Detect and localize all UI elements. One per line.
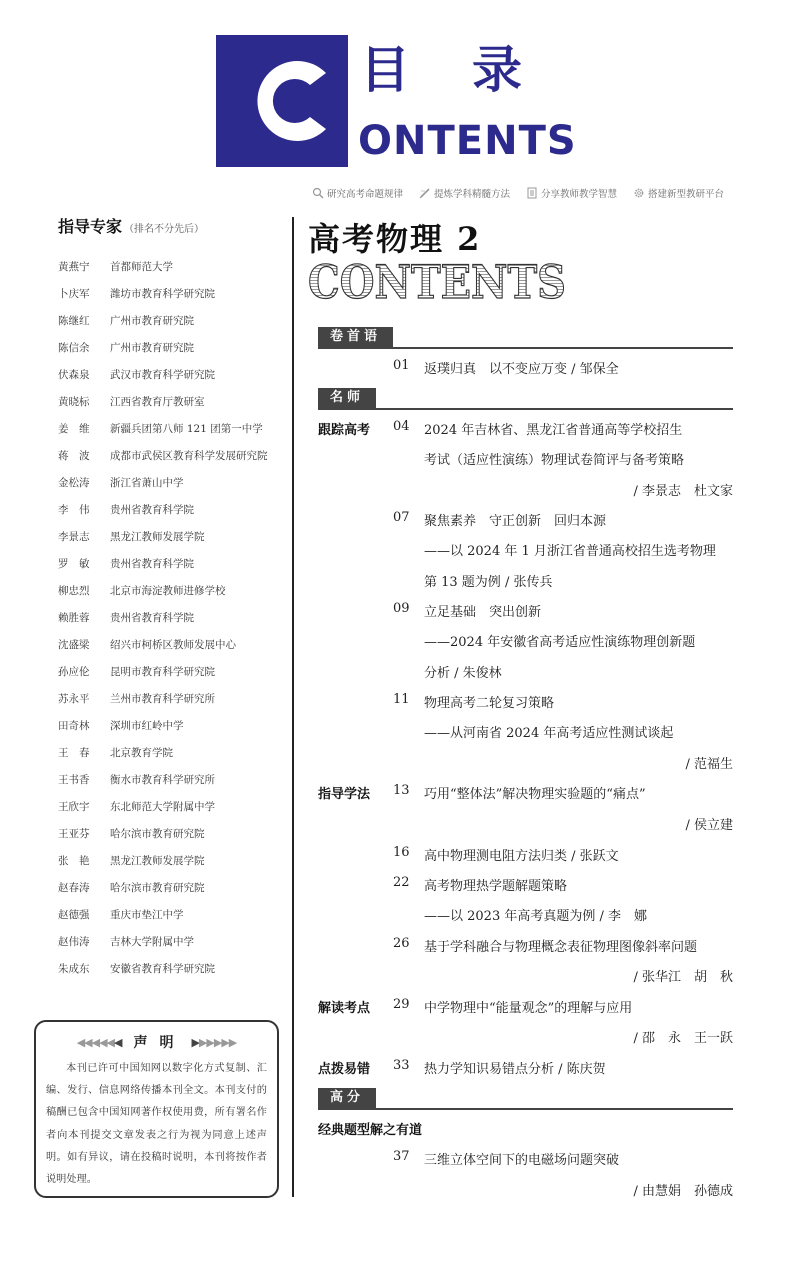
expert-row (58, 550, 298, 577)
expert-org: 哈尔滨市教育研究院 (110, 828, 205, 840)
contents-outline-heading (308, 255, 568, 309)
expert-name: 柳忠烈 (58, 585, 90, 597)
toc-entry-title[interactable]: 立足基础 突出创新 (424, 605, 542, 620)
expert-name: 卜庆军 (58, 288, 90, 300)
expert-row (58, 577, 298, 604)
toc-entry-author: / 张华江 胡 秋 (633, 970, 733, 985)
toc-entry-author: / 李景志 杜文家 (633, 484, 733, 499)
expert-name: 王欣宇 (58, 801, 90, 813)
expert-name: 李 伟 (58, 504, 90, 516)
expert-row (58, 874, 298, 901)
expert-name: 伏森泉 (58, 369, 90, 381)
expert-row (58, 334, 298, 361)
toc-entry-title[interactable]: 物理高考二轮复习策略 (424, 696, 555, 711)
expert-row (58, 253, 298, 280)
expert-name: 黄晓标 (58, 396, 90, 408)
expert-name: 赵伟涛 (58, 936, 90, 948)
page-number: 26 (393, 936, 410, 951)
expert-row (58, 928, 298, 955)
expert-org: 贵州省教育科学院 (110, 504, 194, 516)
expert-org: 黑龙江教师发展学院 (110, 855, 205, 867)
expert-row (58, 361, 298, 388)
expert-org: 成都市武侯区教育科学发展研究院 (110, 450, 268, 462)
column-label: 指导学法 (318, 787, 371, 802)
page-number: 37 (393, 1149, 410, 1164)
toc-entry-title[interactable]: 中学物理中“能量观念”的理解与应用 (424, 1001, 633, 1016)
slogan-item (526, 186, 617, 200)
expert-org: 北京教育学院 (110, 747, 173, 759)
slogan-item (419, 186, 510, 200)
expert-row (58, 496, 298, 523)
expert-org: 广州市教育研究院 (110, 342, 194, 354)
expert-name: 金松涛 (58, 477, 90, 489)
toc-entry-subtitle[interactable]: 第 13 题为例 / 张传兵 (424, 575, 553, 590)
column-label: 解读考点 (318, 1001, 371, 1016)
right-arrows-icon: ▶▶▶▶▶▶ (191, 1035, 237, 1049)
expert-org: 黑龙江教师发展学院 (110, 531, 205, 543)
expert-row (58, 820, 298, 847)
expert-org: 昆明市教育科学研究院 (110, 666, 215, 678)
expert-org: 重庆市垫江中学 (110, 909, 184, 921)
expert-row (58, 631, 298, 658)
expert-org: 东北师范大学附属中学 (110, 801, 215, 813)
slogan-item (312, 186, 403, 200)
toc-entry-title[interactable]: 巧用“整体法”解决物理实验题的“痛点” (424, 787, 646, 802)
expert-name: 赖胜蓉 (58, 612, 90, 624)
toc-entry-subtitle[interactable]: ——2024 年安徽省高考适应性演练物理创新题 (424, 635, 696, 650)
expert-row (58, 280, 298, 307)
toc-entry-title[interactable]: 三维立体空间下的电磁场问题突破 (424, 1153, 620, 1168)
toc-entry-title[interactable]: 返璞归真 以不变应万变 / 邹保全 (424, 362, 619, 377)
expert-row (58, 415, 298, 442)
expert-row (58, 469, 298, 496)
expert-org: 潍坊市教育科学研究院 (110, 288, 215, 300)
expert-row (58, 739, 298, 766)
expert-org: 武汉市教育科学研究院 (110, 369, 215, 381)
expert-org: 深圳市红岭中学 (110, 720, 184, 732)
expert-name: 王亚芬 (58, 828, 90, 840)
expert-org: 首都师范大学 (110, 261, 173, 273)
expert-org: 绍兴市柯桥区教师发展中心 (110, 639, 236, 651)
pen-icon (419, 187, 431, 199)
contents-heading: ONTENTS (358, 118, 577, 164)
toc-entry-subtitle[interactable]: ——以 2024 年 1 月浙江省普通高校招生选考物理 (424, 544, 716, 559)
toc-entry-title[interactable]: 高考物理热学题解题策略 (424, 879, 568, 894)
expert-org: 广州市教育研究院 (110, 315, 194, 327)
toc-entry-title[interactable]: 高中物理测电阻方法归类 / 张跃文 (424, 849, 619, 864)
page-number: 07 (393, 510, 410, 525)
expert-name: 罗 敏 (58, 558, 90, 570)
section-label: 卷首语 (318, 327, 393, 347)
toc-entry-author: / 范福生 (685, 757, 733, 772)
toc-entry-author: / 邵 永 王一跃 (633, 1031, 733, 1046)
logo-c-letter (238, 51, 338, 151)
expert-row (58, 307, 298, 334)
experts-note: （排名不分先后） (124, 224, 205, 235)
notice-header (46, 1032, 267, 1052)
toc-entry-title[interactable]: 考试（适应性演练）物理试卷简评与备考策略 (424, 453, 685, 468)
expert-org: 北京市海淀教师进修学校 (110, 585, 226, 597)
expert-row (58, 901, 298, 928)
expert-org: 哈尔滨市教育研究院 (110, 882, 205, 894)
experts-title (58, 214, 204, 237)
section-label: 高分 (318, 1088, 376, 1108)
expert-row (58, 388, 298, 415)
slogan-text: 搭建新型教研平台 (648, 189, 725, 200)
page-number: 01 (393, 358, 410, 373)
page-number: 33 (393, 1058, 410, 1073)
expert-row (58, 604, 298, 631)
slogan-bar (312, 186, 724, 200)
expert-org: 吉林大学附属中学 (110, 936, 194, 948)
expert-name: 王书香 (58, 774, 90, 786)
experts-title-text: 指导专家 (58, 217, 123, 236)
expert-name: 赵春涛 (58, 882, 90, 894)
expert-row (58, 658, 298, 685)
toc-entry-subtitle[interactable]: 分析 / 朱俊林 (424, 666, 502, 681)
expert-org: 兰州市教育科学研究所 (110, 693, 215, 705)
expert-name: 蒋 波 (58, 450, 90, 462)
column-divider (292, 217, 294, 1197)
expert-name: 陈继红 (58, 315, 90, 327)
slogan-item (633, 186, 724, 200)
column-label: 点拨易错 (318, 1062, 371, 1077)
slogan-text: 提炼学科精髓方法 (434, 189, 511, 200)
toc-entry-title[interactable]: 热力学知识易错点分析 / 陈庆贺 (424, 1062, 606, 1077)
expert-row (58, 523, 298, 550)
slogan-text: 研究高考命题规律 (327, 189, 404, 200)
expert-row (58, 847, 298, 874)
expert-name: 田奇林 (58, 720, 90, 732)
expert-name: 姜 维 (58, 423, 90, 435)
expert-row (58, 442, 298, 469)
toc-entry-title[interactable]: 基于学科融合与物理概念表征物理图像斜率问题 (424, 940, 698, 955)
expert-org: 衡水市教育科学研究所 (110, 774, 215, 786)
page-number: 04 (393, 419, 410, 434)
expert-name: 朱成东 (58, 963, 90, 975)
magnifier-icon (312, 187, 324, 199)
page-number: 22 (393, 875, 410, 890)
section-gaofen (318, 1088, 733, 1110)
expert-org: 贵州省教育科学院 (110, 612, 194, 624)
page-number: 29 (393, 997, 410, 1012)
expert-name: 陈信余 (58, 342, 90, 354)
column-label: 经典题型解之有道 (318, 1123, 423, 1138)
page-number: 16 (393, 845, 410, 860)
section-juanshou (318, 327, 733, 349)
logo-block (216, 35, 348, 167)
column-label: 跟踪高考 (318, 423, 371, 438)
expert-name: 李景志 (58, 531, 90, 543)
slogan-text: 分享教师教学智慧 (541, 189, 618, 200)
page-number: 09 (393, 601, 410, 616)
expert-name: 沈盛梁 (58, 639, 90, 651)
expert-row (58, 766, 298, 793)
toc-entry-title[interactable]: 聚焦素养 守正创新 回归本源 (424, 514, 607, 529)
toc-entry-author: / 由慧娟 孙德成 (633, 1184, 733, 1199)
toc-entry-title[interactable]: 2024 年吉林省、黑龙江省普通高等学校招生 (424, 423, 683, 438)
expert-row (58, 685, 298, 712)
expert-name: 黄燕宁 (58, 261, 90, 273)
toc-entry-subtitle[interactable]: ——从河南省 2024 年高考适应性测试谈起 (424, 726, 674, 741)
document-icon (526, 187, 538, 199)
section-mingshi (318, 388, 733, 410)
notice-box (34, 1020, 279, 1198)
journal-title: 高考物理 2 (308, 220, 482, 258)
expert-org: 浙江省萧山中学 (110, 477, 184, 489)
expert-row (58, 955, 298, 982)
expert-name: 苏永平 (58, 693, 90, 705)
left-arrows-icon: ◀◀◀◀◀◀ (76, 1035, 122, 1049)
page-title: 目录 (360, 41, 584, 99)
toc-entry-author: / 侯立建 (685, 818, 733, 833)
expert-name: 孙应伦 (58, 666, 90, 678)
expert-name: 张 艳 (58, 855, 90, 867)
page-number: 11 (393, 692, 410, 707)
notice-title: 声明 (133, 1035, 186, 1051)
expert-row (58, 793, 298, 820)
expert-org: 江西省教育厅教研室 (110, 396, 205, 408)
expert-name: 王 春 (58, 747, 90, 759)
section-label: 名师 (318, 388, 376, 408)
notice-body: 本刊已许可中国知网以数字化方式复制、汇编、发行、信息网络传播本刊全文。本刊支付的稿酬已包含中国知网著作权使用费，所有署名作者向本刊提交文章发表之行为视为同意上述声明。如有异议，请在投稿时说明，本刊将按作者说明处理。 (46, 1063, 267, 1186)
expert-org: 安徽省教育科学研究院 (110, 963, 215, 975)
contents-outline-text: CONTENTS (308, 255, 566, 309)
expert-org: 新疆兵团第八师 121 团第一中学 (110, 423, 263, 435)
expert-org: 贵州省教育科学院 (110, 558, 194, 570)
expert-row (58, 712, 298, 739)
gear-icon (633, 187, 645, 199)
toc-entry-subtitle[interactable]: ——以 2023 年高考真题为例 / 李 娜 (424, 909, 647, 924)
experts-list (58, 253, 298, 982)
expert-name: 赵德强 (58, 909, 90, 921)
page-number: 13 (393, 783, 410, 798)
